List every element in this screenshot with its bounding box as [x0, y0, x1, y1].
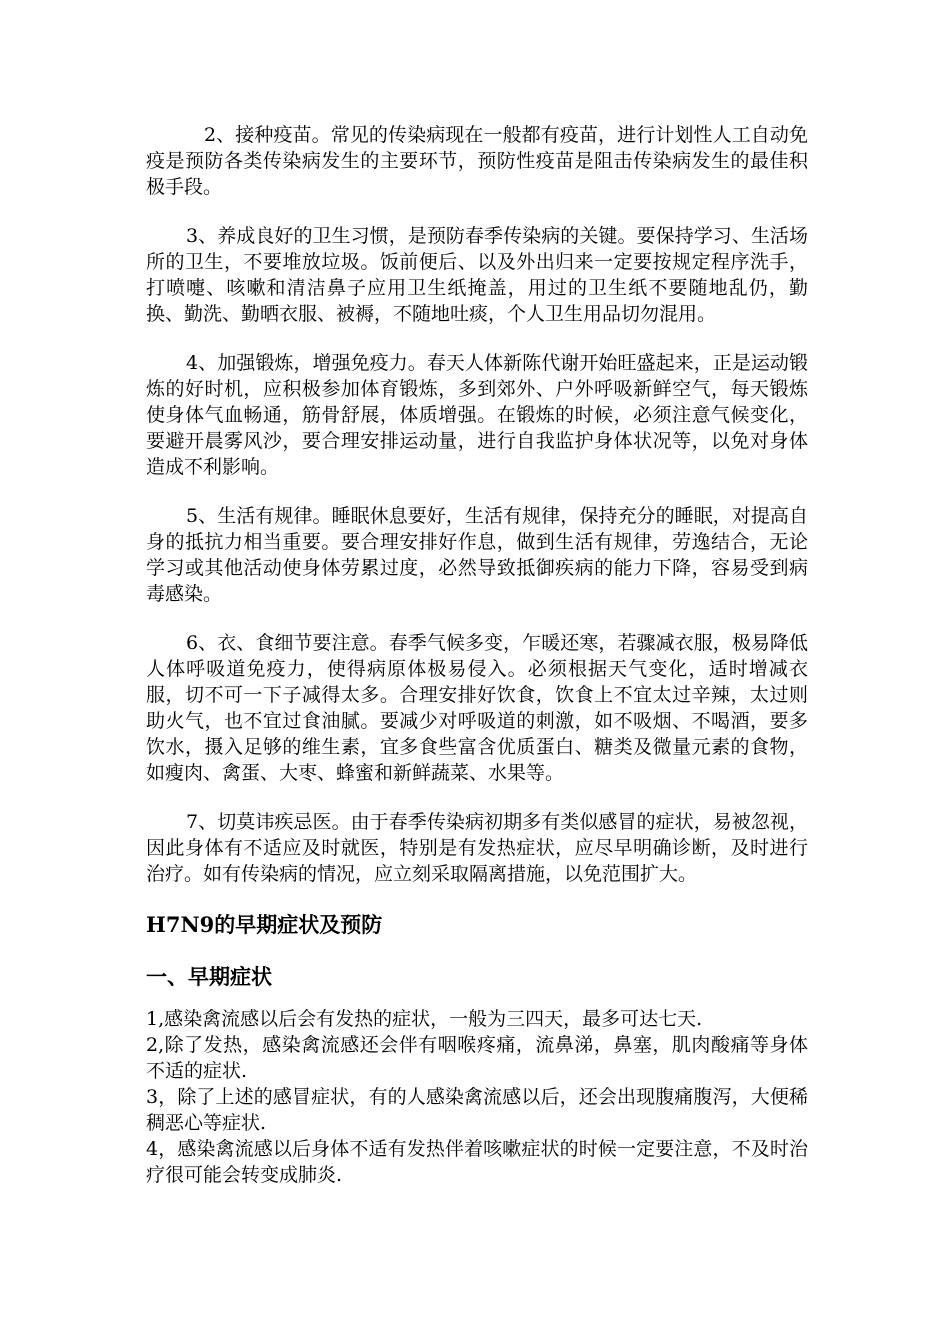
symptom-item-fever: 1,感染禽流感以后会有发热的症状，一般为三四天，最多可达七天. [146, 1008, 703, 1030]
symptom-list [146, 1006, 808, 1188]
symptom-item-pneumonia: 4，感染禽流感以后身体不适有发热伴着咳嗽症状的时候一定要注意，不及时治疗很可能会转变成肺炎. [146, 1138, 808, 1186]
paragraph-exercise: 4、加强锻炼，增强免疫力。春天人体新陈代谢开始旺盛起来，正是运动锻炼的好时机，应积极参加体育锻炼，多到郊外、户外呼吸新鲜空气，每天锻炼使身体气血畅通，筋骨舒展，体质增强。在锻炼的时候，必须注意气候变化，要避开晨雾风沙，要合理安排运动量，进行自我监护身体状况等，以免对身体造成不利影响。 [146, 352, 808, 478]
subheading-early-symptoms: 一、早期症状 [146, 964, 272, 989]
paragraph-vaccination: 2、接种疫苗。常见的传染病现在一般都有疫苗，进行计划性人工自动免疫是预防各类传染病发生的主要环节，预防性疫苗是阻击传染病发生的最佳积极手段。 [146, 124, 808, 198]
symptom-item-abdominal: 3，除了上述的感冒症状，有的人感染禽流感以后，还会出现腹痛腹泻，大便稀稠恶心等症状. [146, 1086, 808, 1134]
paragraph-clothing-diet: 6、衣、食细节要注意。春季气候多变，乍暖还寒，若骤减衣服，极易降低人体呼吸道免疫力，使得病原体极易侵入。必须根据天气变化，适时增减衣服，切不可一下子减得太多。合理安排好饮食，饮食上不宜太过辛辣，太过则助火气，也不宜过食油腻。要减少对呼吸道的刺激，如不吸烟、不喝酒，要多饮水，摄入足够的维生素，宜多食些富含优质蛋白、糖类及微量元素的食物，如瘦肉、禽蛋、大枣、蜂蜜和新鲜蔬菜、水果等。 [146, 632, 808, 784]
document-page [146, 122, 808, 1188]
paragraph-seek-medical: 7、切莫讳疾忌医。由于春季传染病初期多有类似感冒的症状，易被忽视，因此身体有不适应及时就医，特别是有发热症状，应尽早明确诊断，及时进行治疗。如有传染病的情况，应立刻采取隔离措施，以免范围扩大。 [146, 811, 808, 885]
paragraph-regular-life: 5、生活有规律。睡眠休息要好，生活有规律，保持充分的睡眠，对提高自身的抵抗力相当重要。要合理安排好作息，做到生活有规律，劳逸结合，无论学习或其他活动使身体劳累过度，必然导致抵御疾病的能力下降，容易受到病毒感染。 [146, 505, 808, 605]
symptom-item-throat: 2,除了发热，感染禽流感还会伴有咽喉疼痛，流鼻涕，鼻塞，肌肉酸痛等身体不适的症状. [146, 1034, 808, 1082]
section-heading-h7n9: H7N9的早期症状及预防 [146, 912, 383, 937]
paragraph-hygiene: 3、养成良好的卫生习惯，是预防春季传染病的关键。要保持学习、生活场所的卫生，不要堆放垃圾。饭前便后、以及外出归来一定要按规定程序洗手，打喷嚏、咳嗽和清洁鼻子应用卫生纸掩盖，用过的卫生纸不要随地乱仍，勤换、勤洗、勤晒衣服、被褥，不随地吐痰，个人卫生用品切勿混用。 [146, 225, 808, 325]
